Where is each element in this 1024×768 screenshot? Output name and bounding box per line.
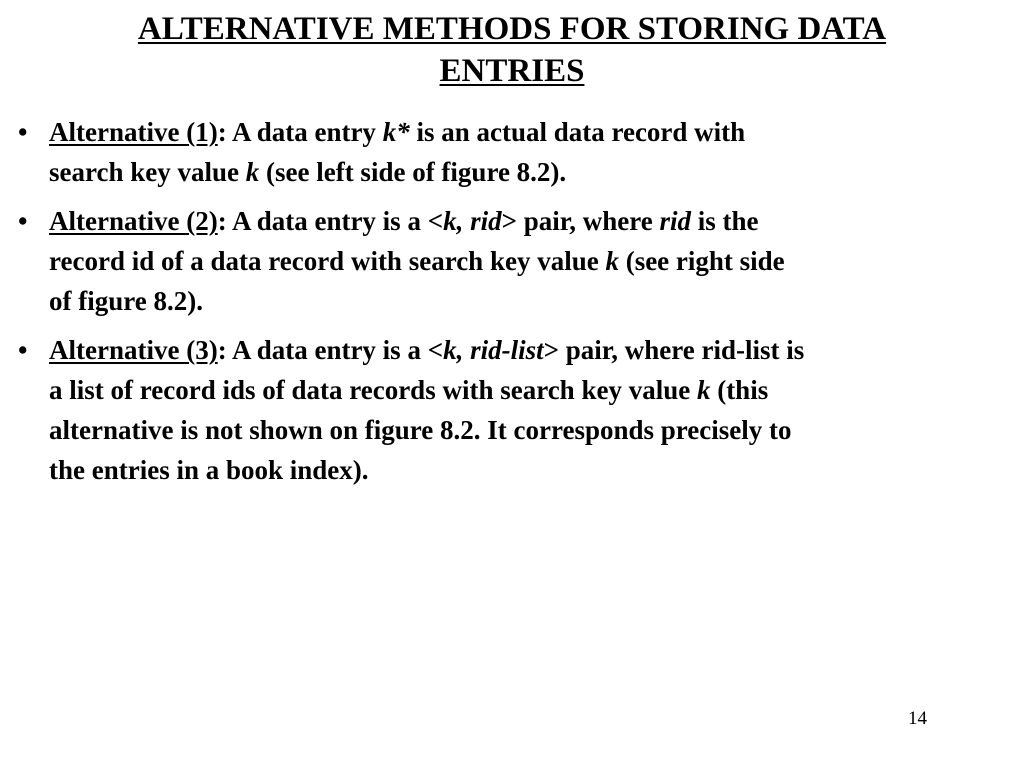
bullet-3-italic: k (696, 375, 711, 405)
alternative-1-label: Alternative (1) (49, 117, 218, 147)
bullet-dot-icon: • (18, 206, 28, 236)
slide-title-line-1: ALTERNATIVE METHODS FOR STORING DATA (137, 11, 887, 47)
bullet-1-italic: k (245, 157, 260, 187)
bullet-2-italic: k (605, 246, 619, 276)
bullet-2-italic: k, rid (443, 206, 502, 236)
bullet-3-text: > pair, where rid-list is (543, 335, 805, 365)
alternative-2-label: Alternative (2) (49, 206, 218, 236)
bullet-1-line-2 (49, 152, 1014, 192)
bullet-3-text: : A data entry is a < (217, 335, 444, 365)
bullet-3-italic: k, rid-list (443, 335, 544, 365)
bullet-dot-icon: • (18, 117, 28, 147)
bullet-1-text: (see left side of figure 8.2). (259, 157, 567, 187)
bullet-2-text: is the (691, 206, 759, 236)
bullet-dot-icon: • (18, 335, 28, 365)
alternative-3-label: Alternative (3) (49, 335, 218, 365)
bullet-2-text: (see right side (618, 246, 785, 276)
bullet-1-italic: k* (382, 117, 410, 147)
page-number: 14 (908, 708, 927, 729)
bullet-1-line-1 (49, 112, 1014, 152)
bullet-3-line-2 (49, 370, 1014, 410)
bullet-alternative-3 (18, 330, 1014, 490)
bullet-2-line-3: of figure 8.2). (49, 286, 203, 316)
slide-title (40, 8, 984, 92)
bullet-3-line-4: the entries in a book index). (49, 455, 369, 485)
bullet-2-line-1 (49, 201, 1014, 241)
bullet-2-text: : A data entry is a < (217, 206, 444, 236)
bullet-list (18, 112, 1014, 499)
bullet-1-text: search key value (49, 157, 246, 187)
bullet-2-italic: rid (659, 206, 691, 236)
bullet-3-text: (this (710, 375, 769, 405)
bullet-2-text: record id of a data record with search key value (49, 246, 606, 276)
bullet-1-text: is an actual data record with (409, 117, 746, 147)
bullet-2-text: > pair, where (501, 206, 660, 236)
bullet-2-line-2 (49, 241, 1014, 281)
bullet-3-line-3: alternative is not shown on figure 8.2. It corresponds precisely to (49, 415, 792, 445)
bullet-alternative-2 (18, 201, 1014, 321)
slide-title-line-2: ENTRIES (439, 53, 585, 89)
bullet-3-line-1 (49, 330, 1014, 370)
bullet-alternative-1 (18, 112, 1014, 192)
bullet-3-text: a list of record ids of data records with search key value (49, 375, 697, 405)
bullet-1-text: : A data entry (217, 117, 383, 147)
